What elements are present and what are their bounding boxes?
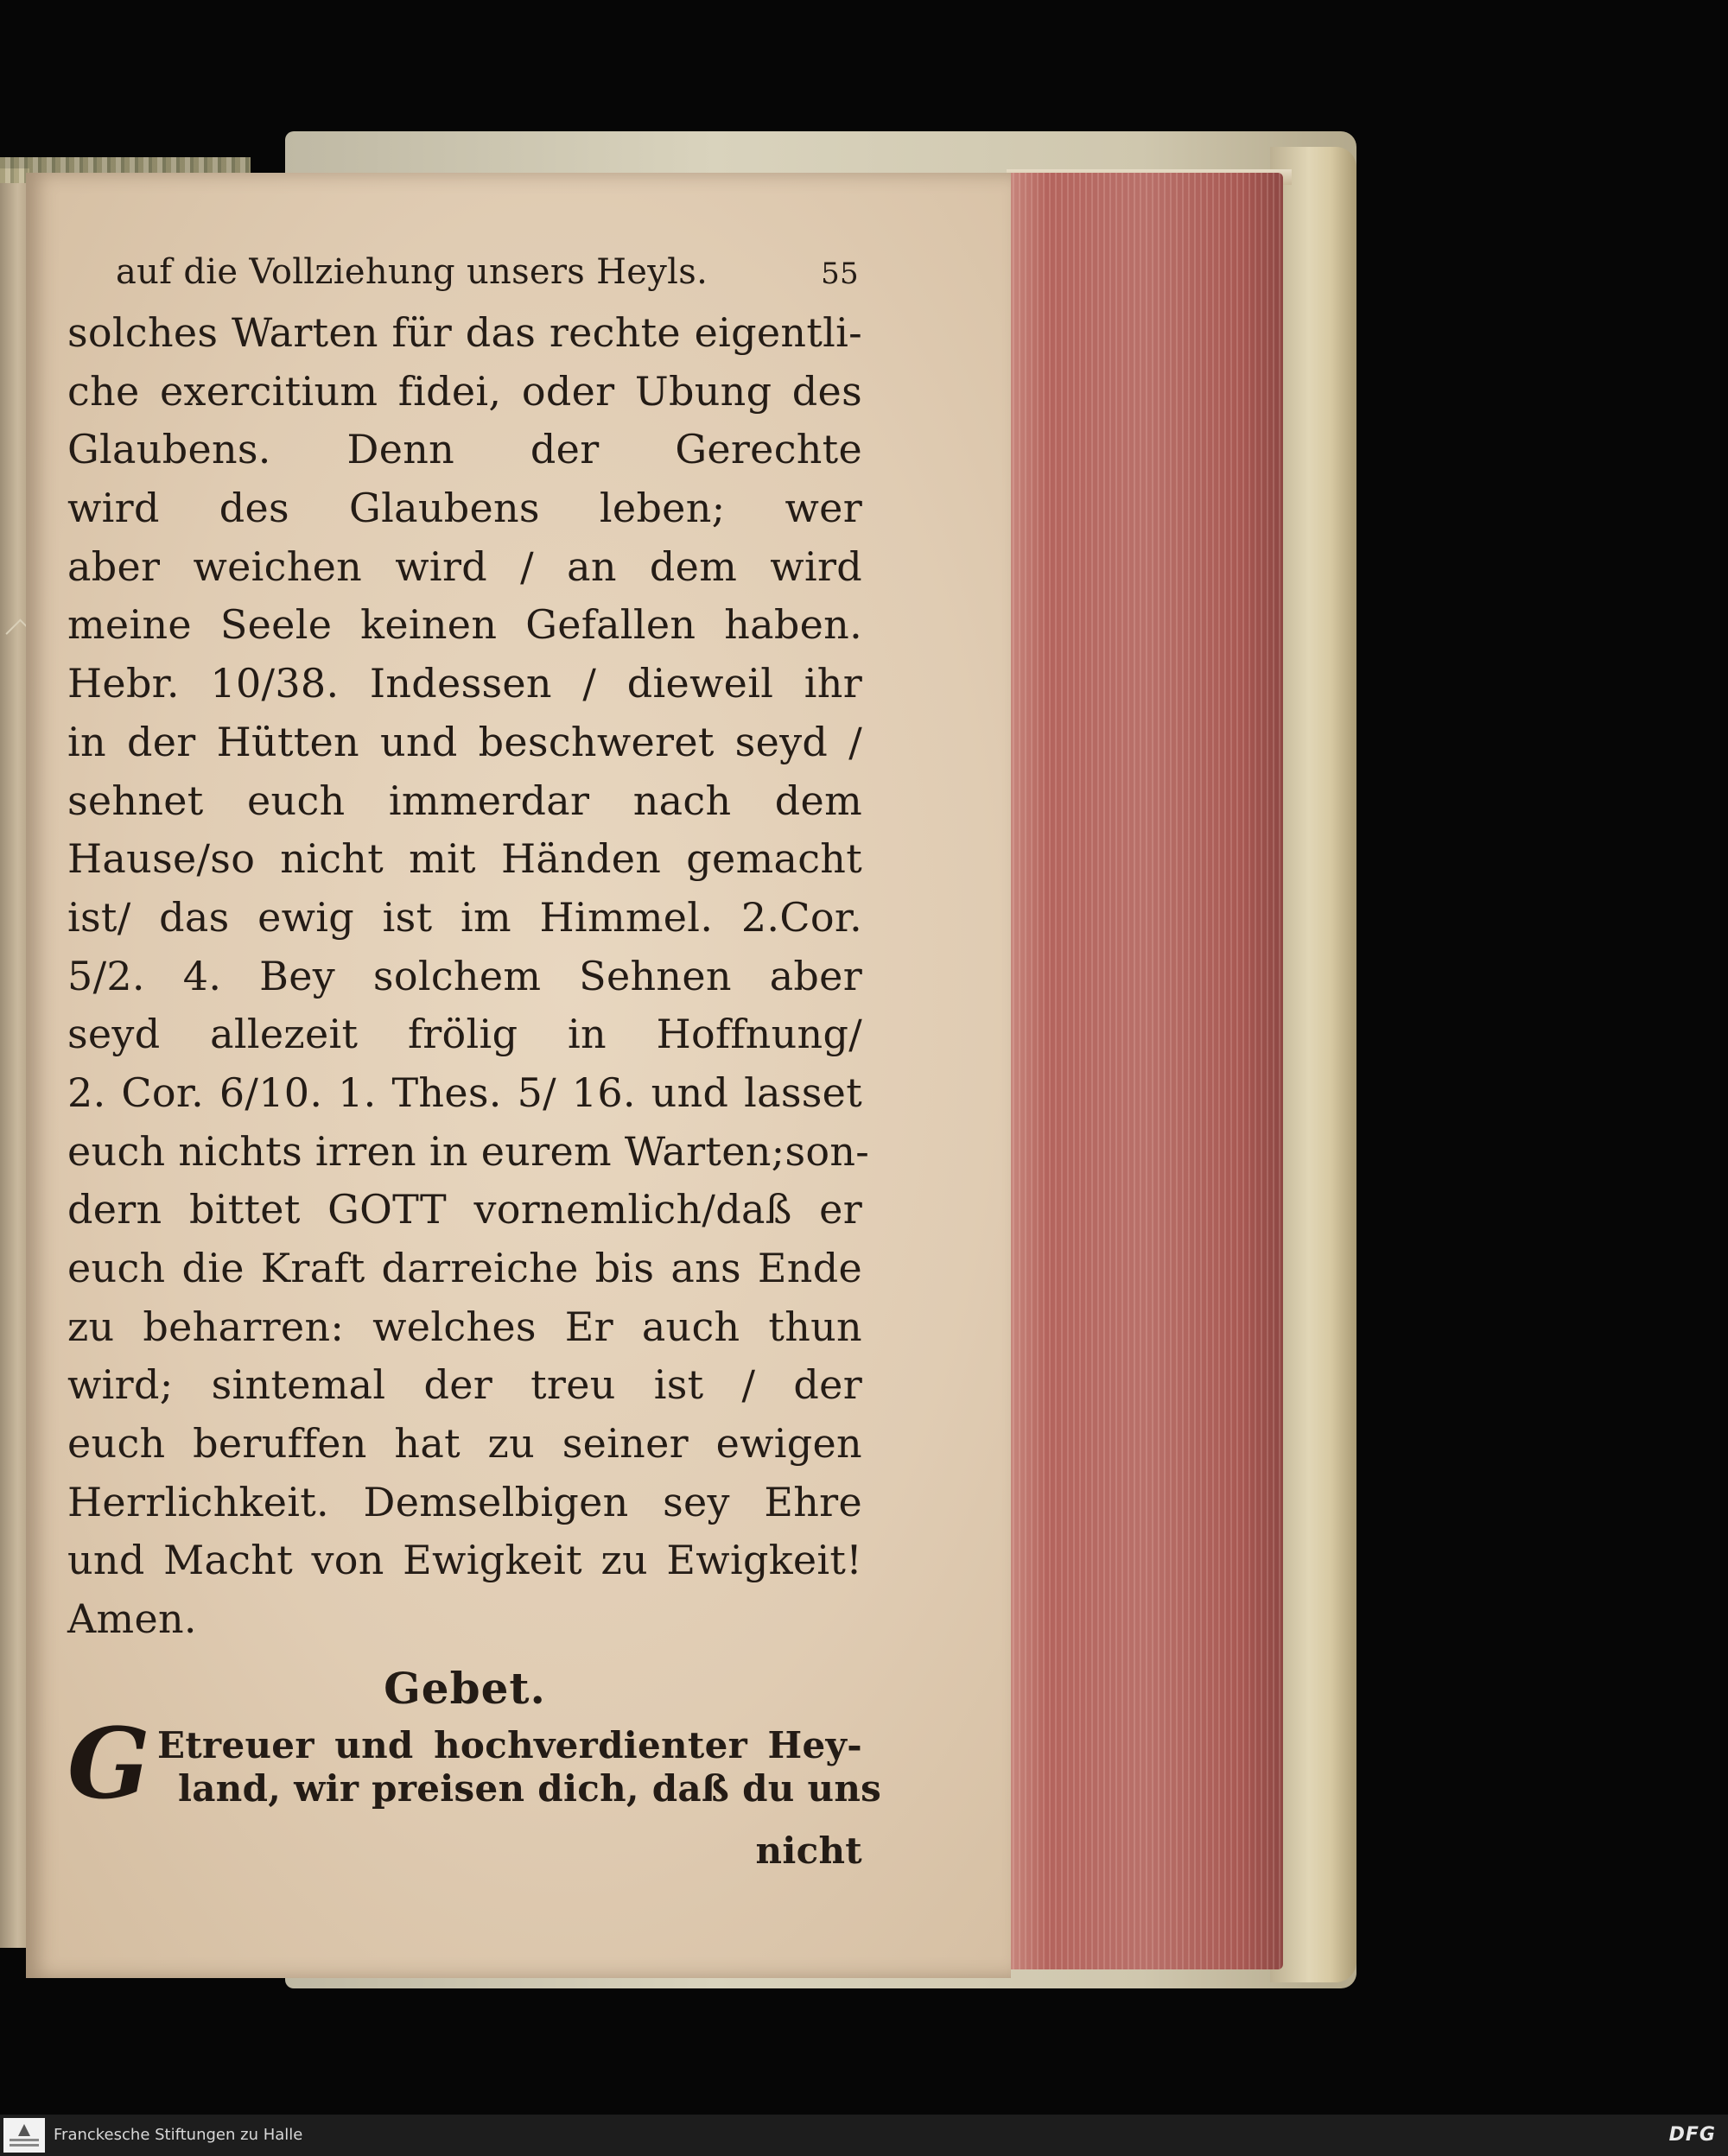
text-line: seyd allezeit frölig in Hoffnung/ xyxy=(67,1011,862,1058)
text-line: dern bittet GOTT vornemlich/daß er xyxy=(67,1186,862,1233)
text-line: Hause/so nicht mit Händen gemacht xyxy=(67,835,862,883)
running-head: auf die Vollziehung unsers Heyls. xyxy=(116,252,708,292)
page-text xyxy=(67,252,882,1877)
text-line: und Macht von Ewigkeit zu Ewigkeit! xyxy=(67,1537,862,1584)
text-line: zu beharren: welches Er auch thun xyxy=(67,1303,862,1350)
prayer-line: Etreuer und hochverdienter Hey- xyxy=(157,1723,862,1766)
prayer-line: land, wir preisen dich, daß du uns xyxy=(178,1766,882,1810)
text-line: wird des Glaubens leben; wer xyxy=(67,485,862,532)
book-cover-edge xyxy=(1270,147,1356,1982)
text-line: euch nichts irren in eurem Warten;son- xyxy=(67,1127,870,1175)
viewer-footer xyxy=(0,2115,1728,2156)
text-line: Glaubens. Denn der Gerechte xyxy=(67,426,862,473)
drop-cap-initial: G xyxy=(67,1707,150,1821)
text-line: Amen. xyxy=(67,1595,197,1643)
page-header xyxy=(67,252,862,304)
text-line: in der Hütten und beschweret seyd / xyxy=(67,718,862,765)
prayer-paragraph xyxy=(67,1707,882,1825)
text-line: 2. Cor. 6/10. 1. Thes. 5/ 16. und lasset xyxy=(67,1068,862,1116)
text-line: 5/2. 4. Bey solchem Sehnen aber xyxy=(67,952,862,999)
institution-name: Franckesche Stiftungen zu Halle xyxy=(54,2126,303,2144)
text-line: solches Warten für das rechte eigentli- xyxy=(67,309,862,356)
section-title: Gebet. xyxy=(384,1662,546,1714)
red-page-edges xyxy=(1007,173,1283,1969)
text-line: euch die Kraft darreiche bis ans Ende xyxy=(67,1245,862,1291)
text-line: aber weichen wird / an dem wird xyxy=(67,542,862,590)
catchword: nicht xyxy=(755,1829,862,1872)
text-line: wird; sintemal der treu ist / der xyxy=(67,1361,862,1409)
text-line: meine Seele keinen Gefallen haben. xyxy=(67,601,862,649)
text-line: che exercitium fidei, oder Ubung des xyxy=(67,367,862,415)
text-line: Hebr. 10/38. Indessen / dieweil ihr xyxy=(67,660,862,707)
franckesche-stiftungen-logo-icon xyxy=(3,2118,45,2153)
page-number: 55 xyxy=(821,257,859,291)
dfg-logo: DFG xyxy=(1668,2124,1716,2146)
text-line: ist/ das ewig ist im Himmel. 2.Cor. xyxy=(67,893,862,941)
text-line: euch beruffen hat zu seiner ewigen xyxy=(67,1420,862,1468)
text-line: Herrlichkeit. Demselbigen sey Ehre xyxy=(67,1478,862,1525)
facing-page-edge xyxy=(0,168,29,1948)
text-line: sehnet euch immerdar nach dem xyxy=(67,777,862,824)
